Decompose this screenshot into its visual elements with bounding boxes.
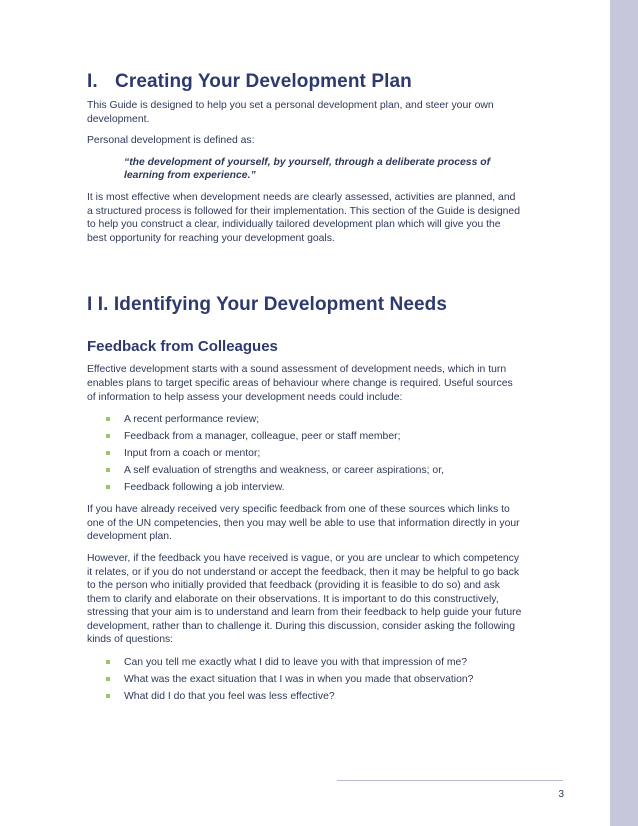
definition-lead: Personal development is defined as: bbox=[87, 135, 255, 147]
section1-title: Creating Your Development Plan bbox=[115, 71, 412, 92]
list-item bbox=[87, 654, 523, 671]
section2-intro: Effective development starts with a sound assessment of development needs, which in turn enables plans to target specific areas of behaviour where change is required. Useful sources of information to help assess your development needs could include: bbox=[87, 364, 513, 403]
section2-number: I I. bbox=[87, 294, 109, 316]
list-item-text: What was the exact situation that I was in when you made that observation? bbox=[124, 674, 474, 686]
specific-feedback-paragraph: If you have already received very specific feedback from one of these sources which links to one of the UN competencies, then you may well be able to use that information directly in your development plan. bbox=[87, 504, 520, 543]
bullet-icon bbox=[106, 694, 110, 698]
list-item bbox=[87, 479, 523, 496]
bullet-icon bbox=[106, 468, 110, 472]
bullet-icon bbox=[106, 660, 110, 664]
page-number: 3 bbox=[558, 789, 564, 800]
list-item bbox=[87, 411, 523, 428]
section1-intro: This Guide is designed to help you set a personal development plan, and steer your own development. bbox=[87, 100, 494, 125]
list-item-text: Feedback from a manager, colleague, peer or staff member; bbox=[124, 431, 401, 443]
questions-list bbox=[87, 654, 523, 705]
section1-number: I. bbox=[87, 71, 98, 92]
list-item bbox=[87, 445, 523, 462]
list-item bbox=[87, 428, 523, 445]
vague-feedback-paragraph: However, if the feedback you have received is vague, or you are unclear to which competency it relates, or if you do not understand or accept the feedback, then it may be helpful to go back to the person who initially provided that feedback (providing it is feasible to do so) and ask them to clarify and elaborate on their observations. It is important to do this constructively, stressing that your aim is to understand and learn from their feedback to help guide your future development, rather than to challenge it. During this discussion, consider asking the following kinds of questions: bbox=[87, 552, 522, 646]
list-item bbox=[87, 688, 523, 705]
sources-list bbox=[87, 411, 523, 496]
bullet-icon bbox=[106, 417, 110, 421]
definition-quote: “the development of yourself, by yourself, through a deliberate process of learning from experience.” bbox=[124, 156, 491, 182]
bullet-icon bbox=[106, 485, 110, 489]
footer-rule bbox=[337, 780, 563, 781]
list-item-text: Input from a coach or mentor; bbox=[124, 448, 261, 460]
bullet-icon bbox=[106, 434, 110, 438]
list-item bbox=[87, 671, 523, 688]
section2-title: Identifying Your Development Needs bbox=[113, 294, 448, 316]
section2-heading bbox=[87, 293, 523, 317]
section1-heading bbox=[87, 70, 523, 94]
bullet-icon bbox=[106, 677, 110, 681]
side-band bbox=[610, 0, 638, 826]
feedback-subheading: Feedback from Colleagues bbox=[87, 338, 278, 356]
list-item-text: Can you tell me exactly what I did to leave you with that impression of me? bbox=[124, 657, 468, 669]
page-content bbox=[87, 70, 523, 705]
bullet-icon bbox=[106, 451, 110, 455]
list-item-text: What did I do that you feel was less effective? bbox=[124, 691, 335, 703]
list-item bbox=[87, 462, 523, 479]
list-item-text: A recent performance review; bbox=[124, 414, 260, 426]
section1-closing: It is most effective when development needs are clearly assessed, activities are planned, and a structured process is followed for their implementation. This section of the Guide is designed to help you construct a clear, individually tailored development plan which will give you the best opportunity for reaching your development goals. bbox=[87, 191, 520, 244]
list-item-text: Feedback following a job interview. bbox=[124, 482, 285, 494]
list-item-text: A self evaluation of strengths and weakness, or career aspirations; or, bbox=[124, 465, 444, 477]
